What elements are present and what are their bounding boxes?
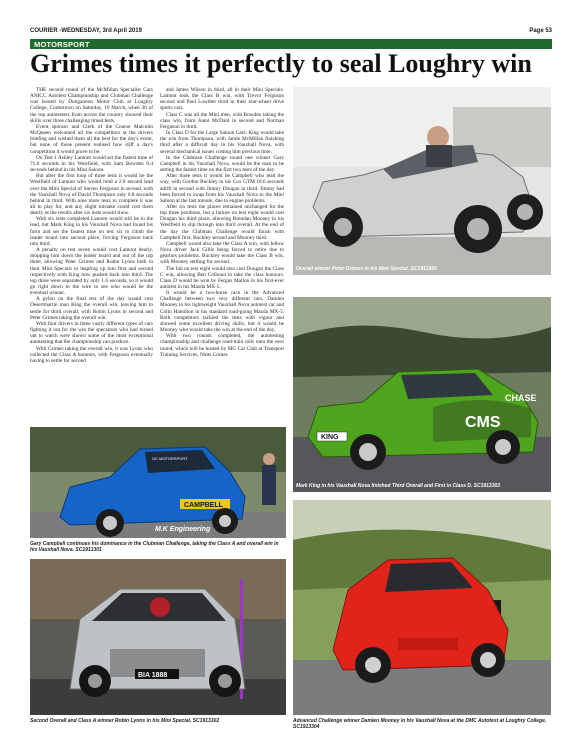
campbell-side-text: M.K Engineering <box>155 526 211 533</box>
article-paragraph: Event sponsor and Clerk of the Course Malcolm McQueen welcomed all the competitors at the drivers briefing and wished them all the best for the day's event, but none of those present realised how stiff a day's competition it would prove to be. <box>30 123 153 155</box>
page-number: Page 53 <box>529 28 552 34</box>
king-sponsor-text: CHASE <box>505 393 537 403</box>
section-banner <box>30 39 552 49</box>
photo-lyons-caption: Second Overall and Class A winner Robin Lyons in his Mini Special. SC1913302 <box>30 718 220 724</box>
king-livery-text: CMS <box>465 414 501 431</box>
article-paragraph: THE second round of the McMillan Specialist Cars ANICC Autotest Championship and Clubman Challenge was hosted by Dungannon Motor Club at Loughry College, Cookstown on Saturday, 16 March, when 30 of the top autotesters from across the country showed their skills over three challenging timed tests. <box>30 87 153 124</box>
article-paragraph: After three tests it would be Campbell who lead the way, with Gordon Buckley in his Cox GTM 18.6 seconds adrift in second with Jimmy Dougan in third. Jimmy had been forced to swap from his Vauxhall Nova to the Mini Saloon at the last minute, due to engine problems. <box>160 173 284 204</box>
photo-campbell-image <box>30 427 286 538</box>
article-paragraph: With Grimes taking the overall win, it was Lyons who collected the Class A honours, with Ferguson eventually having to settle for second <box>30 345 153 364</box>
section-label: MOTORSPORT <box>34 40 90 49</box>
article-paragraph: A pylon on the final test of the day would cost Desertmartin man King the overall win, leaving him to settle for third overall, with Robin Lyons in second and Peter Grimes taking the overall win. <box>30 296 153 321</box>
king-plate-text: KING <box>321 434 339 441</box>
article-paragraph: But after the first loop of three tests it would be the Westfield of Lamont who would hold a 2.8 second lead over the Mini Special of Steven Ferguson in second, with the Vauxhall Nova of David Thompson only 0.8 seconds behind in third. With nine more tests to complete it was all to play for, and any slight mistake could cost them dearly as the results after six tests would show. <box>30 173 153 217</box>
photo-king-caption: Mark King in his Vauxhall Nova finished Third Overall and First in Class D. SC1913303 <box>296 483 501 489</box>
photo-lyons-mini <box>30 559 286 715</box>
article-column-2 <box>160 87 284 401</box>
article-column-1 <box>30 87 153 421</box>
article-paragraph: With four drivers in three vastly different types of cars fighting it out for the win the spectators who had turned out to watch were shown some of the most exceptional autotesting that the championship can produce. <box>30 320 153 346</box>
photo-campbell-nova <box>30 427 286 538</box>
article-paragraph: In Class D for the Large Saloon Cars, King would take the win from Thompson, with Jamie McMillan finishing third after a difficult day in his Vauxhall Nova, with several mechanical issues costing him precious time. <box>160 130 284 155</box>
photo-grimes-caption: Overall winner Peter Grimes in his Mini Special. SC1913300 <box>296 266 437 272</box>
article-paragraph: With two rounds completed, the autotesting championship and challenge road-train rolls onto the next round, which will be hosted by MG Car Club at Transport Training Services, Nutts Corner. <box>160 333 284 358</box>
photo-mooney-caption: Advanced Challenge winner Damien Mooney in his Vauxhall Nova at the DMC Autotest at Loughry College. SC1913304 <box>293 718 547 730</box>
article-paragraph: A penalty on test seven would cost Lamont dearly, dropping him down the leader board and out of the top three, allowing Peter Grimes and Robin Lyons both in their Mini Specials to leapfrog up into first and second respectively with King now pushed back into third. The top three were separated by only 1.6 seconds, so it would go right down to the wire to see who would be the eventual winner. <box>30 247 153 297</box>
article-paragraph: After six tests the places remained unchanged for the top three positions, but a failure on test eight would cost Dougan his third place, allowing Brendan Mooney in his Westfield to slip through into third overall. At the end of the day the Clubman Challenge would finish with Campbell first, Buckley second and Mooney third. <box>160 203 284 241</box>
publication-date: COURIER -WEDNESDAY, 3rd April 2019 <box>30 28 142 34</box>
photo-king-nova <box>293 297 551 492</box>
campbell-windscreen-text: GC MOTORSPORT <box>152 456 188 461</box>
article-paragraph: On Test 1 Ashley Lamont would set the fastest time of 71.0 seconds in his Westfield, with Sam Bowden 0.4 seconds behind in his Mini Saloon. <box>30 154 153 174</box>
photo-mooney-nova <box>293 500 551 715</box>
photo-lyons-image <box>30 559 286 715</box>
article-paragraph: It would be a two-horse race in the Advanced Challenge between two very different cars, Damien Mooney in his lightweight Vauxhall Nova autotest car and Colin Hamilton in his standard road-going Mazda MX-5. Both competitors tackled the tests with vigour and showed some excellent driving skills, but it would be Mooney who would take the win at the end of the day. <box>160 290 284 334</box>
photo-king-image <box>293 297 551 492</box>
photo-grimes-image <box>293 87 551 275</box>
article-paragraph: Class C was all the Mini men, with Bowden taking the class win, from Jonni McDaid in second and Norman Ferguson in third. <box>160 111 284 130</box>
article-paragraph: The fail on test eight would also cost Dougan the Class C win, allowing Ben Colhoun to take the class honours. Class D would be won by Fergus Mallon in his first-ever autotest in his Mazda MX-5. <box>160 265 284 290</box>
photo-mooney-image <box>293 500 551 715</box>
headline: Grimes times it perfectly to seal Loughry win <box>30 49 532 78</box>
photo-campbell-caption: Gary Campbell continues his dominance in the Clubman Challenge, taking the Class A and overall win in his Vauxhall Nova. SC1913301 <box>30 541 279 553</box>
article-paragraph: With six tests completed Lamont would still be in the lead, but Mark King in his Vauxhall Nova had found his form and set the fastest time on test six to climb the leader board into second place, forcing Ferguson back into third. <box>30 216 153 247</box>
article-paragraph: In the Clubman Challenge round one winner Gary Campbell in his Vauxhall Nova, would be the man to be setting the fastest time on the first two tests of the day. <box>160 154 284 174</box>
article-paragraph: and James Wilson in third, all in their Mini Specials. Lamont took the Class B win, with Trevor Ferguson second and Paul Lowther third in their rear-wheel drive sports cars. <box>160 87 284 112</box>
photo-grimes-mini <box>293 87 551 275</box>
campbell-plate-text: CAMPBELL <box>184 502 223 509</box>
page-header <box>30 28 552 38</box>
article-paragraph: Campbell would also take the Class A win, with fellow Nova driver Jack Gillis being forced to retire due to gearbox problems. Buckley would take the Class B win, with Mooney settling for second. <box>160 240 284 266</box>
lyons-reg-text: BIA 1888 <box>138 672 168 679</box>
